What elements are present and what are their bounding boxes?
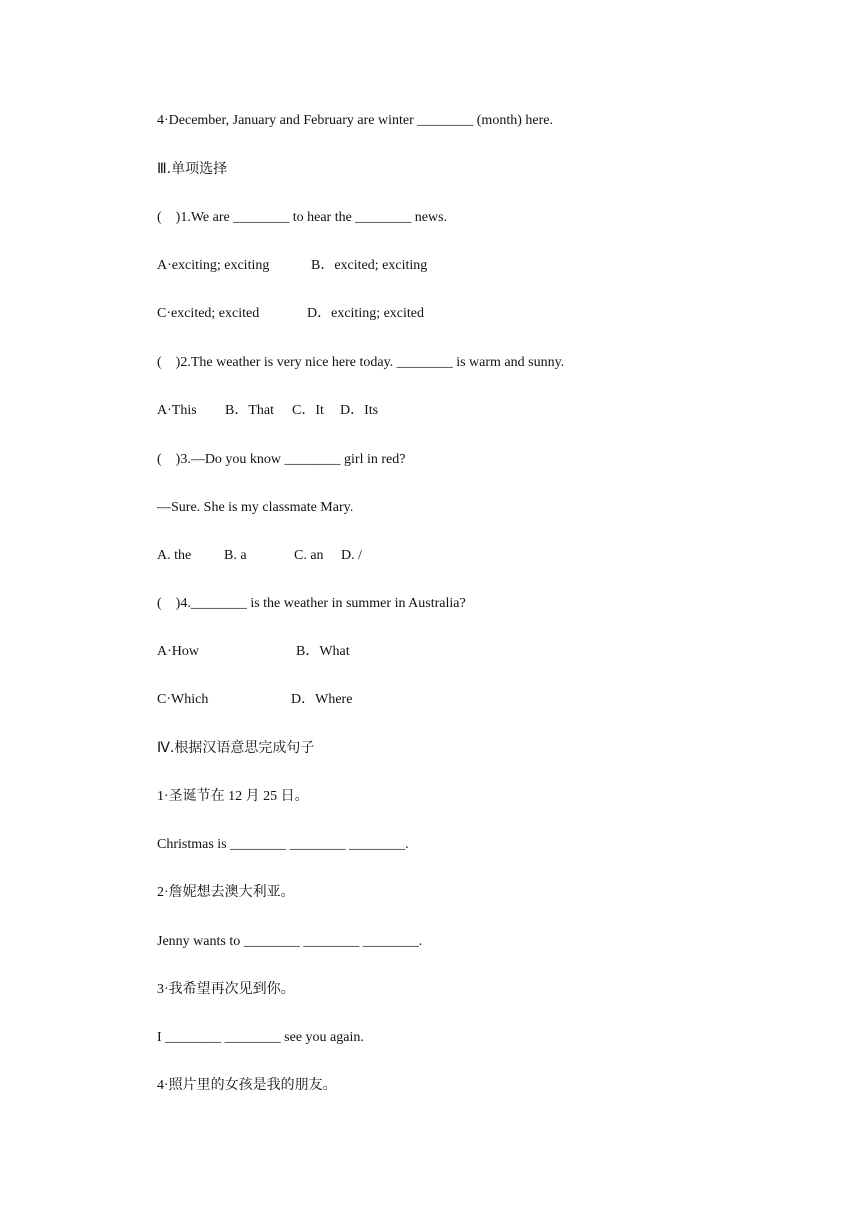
translation-item-3-english: I ________ ________ see you again. bbox=[157, 1030, 364, 1045]
option-a: A·exciting; exciting bbox=[157, 258, 270, 273]
section-heading-iii: Ⅲ.单项选择 bbox=[157, 161, 228, 177]
translation-item-2-chinese: 2·詹妮想去澳大利亚。 bbox=[157, 885, 295, 900]
translation-item-3-chinese: 3·我希望再次见到你。 bbox=[157, 982, 295, 997]
option-b: B. a bbox=[224, 548, 247, 563]
question-4-options-row-2 bbox=[157, 690, 352, 710]
question-4-options-row-1 bbox=[157, 642, 350, 662]
fill-blank-item-4: 4·December, January and February are winter ________ (month) here. bbox=[157, 113, 553, 128]
question-3-answer-line: —Sure. She is my classmate Mary. bbox=[157, 500, 354, 515]
option-c: C．It bbox=[292, 403, 324, 418]
translation-item-1-english: Christmas is ________ ________ ________. bbox=[157, 837, 409, 852]
translation-item-1-chinese: 1·圣诞节在 12 月 25 日。 bbox=[157, 789, 309, 804]
question-1: ( )1.We are ________ to hear the ________ news. bbox=[157, 210, 448, 225]
option-c: C·Which bbox=[157, 692, 209, 707]
translation-item-2-english: Jenny wants to ________ ________ ________. bbox=[157, 934, 423, 949]
option-a: A. the bbox=[157, 548, 192, 563]
question-3: ( )3.—Do you know ________ girl in red? bbox=[157, 452, 406, 467]
option-c: C. an bbox=[294, 548, 324, 563]
question-1-options-row-1 bbox=[157, 256, 427, 276]
option-b: B．excited; exciting bbox=[311, 258, 428, 273]
question-4: ( )4.________ is the weather in summer in Australia? bbox=[157, 596, 466, 611]
option-a: A·How bbox=[157, 644, 199, 659]
option-d: D．Where bbox=[291, 692, 353, 707]
question-2: ( )2.The weather is very nice here today. ________ is warm and sunny. bbox=[157, 355, 565, 370]
question-2-options bbox=[157, 401, 378, 421]
option-b: B．That bbox=[225, 403, 274, 418]
option-b: B．What bbox=[296, 644, 350, 659]
translation-item-4-chinese: 4·照片里的女孩是我的朋友。 bbox=[157, 1078, 337, 1093]
option-c: C·excited; excited bbox=[157, 306, 260, 321]
option-d: D．Its bbox=[340, 403, 379, 418]
question-1-options-row-2 bbox=[157, 304, 424, 324]
option-d: D．exciting; excited bbox=[307, 306, 425, 321]
option-d: D. / bbox=[341, 548, 362, 563]
question-3-options bbox=[157, 546, 362, 566]
option-a: A·This bbox=[157, 403, 197, 418]
section-heading-iv: Ⅳ.根据汉语意思完成句子 bbox=[157, 740, 315, 756]
